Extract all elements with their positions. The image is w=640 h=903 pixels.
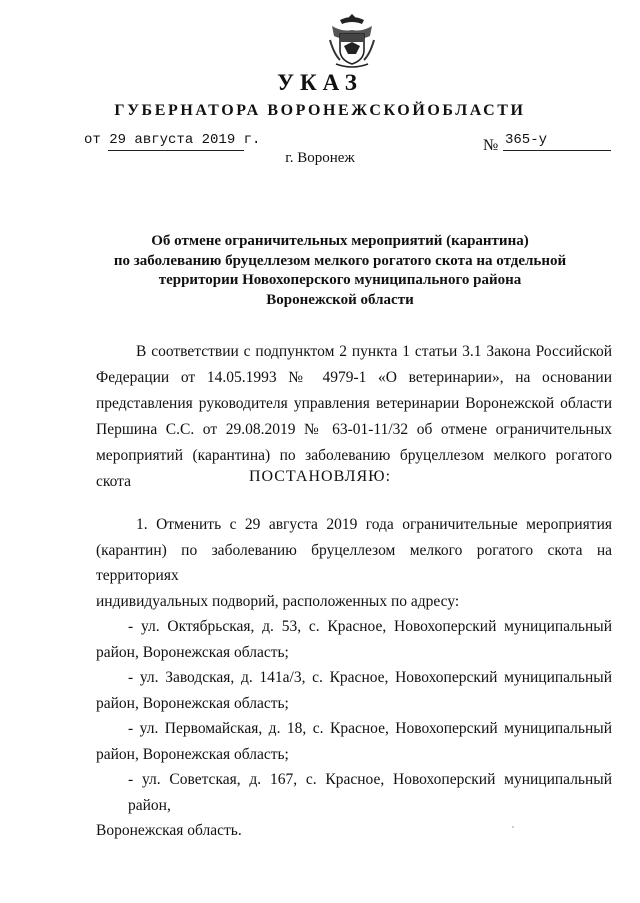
preamble-line: Федерации от 14.05.1993 № 4979-1 «О ветеринарии», на основании [96,369,612,386]
point-1 [96,512,612,844]
coat-of-arms-emblem [326,10,378,70]
decree-subject [100,232,580,310]
address-line: - ул. Первомайская, д. 18, с. Красное, Новохоперский муниципальный [128,720,612,737]
point-1-line: (карантин) по заболеванию бруцеллезом мелкого рогатого скота на территориях [96,541,612,584]
scan-speck [512,826,514,828]
address-line: - ул. Советская, д. 167, с. Красное, Новохоперский муниципальный район, [128,771,612,814]
preamble-line: мероприятий (карантина) по заболеванию бруцеллезом мелкого рогатого скота [96,447,612,490]
document-title: УКАЗ [277,70,363,95]
address-item [96,767,612,844]
preamble-line: представления руководителя управления ветеринарии Воронежской области [96,395,612,412]
point-1-line: 1. Отменить с 29 августа 2019 года ограничительные мероприятия [136,516,612,533]
city: г. Воронеж [285,150,355,166]
address-line: район, Воронежская область; [96,694,289,712]
number-sign: № [483,137,499,154]
address-line: район, Воронежская область; [96,745,289,763]
preamble-line: Першина С.С. от 29.08.2019 № 63-01-11/32 об отмене ограничительных [96,421,612,438]
address-line: Воронежская область. [96,822,242,839]
point-1-line: индивидуальных подворий, расположенных по адресу: [96,592,460,610]
address-line: - ул. Октябрьская, д. 53, с. Красное, Новохоперский муниципальный [128,618,612,635]
date-field [84,132,260,148]
preamble-line: В соответствии с подпунктом 2 пункта 1 статьи 3.1 Закона Российской [136,343,612,360]
date-value: 29 августа 2019 г. [109,132,261,148]
address-item [96,614,612,665]
decree-word: ПОСТАНОВЛЯЮ: [248,468,392,485]
subject-line: по заболеванию бруцеллезом мелкого рогатого скота на отдельной [113,252,567,269]
number-value: 365-у [505,132,548,148]
subject-line: Воронежской области [266,291,414,308]
address-item [96,716,612,767]
subject-line: территории Новохоперского муниципального района [158,272,522,288]
address-line: - ул. Заводская, д. 141а/3, с. Красное, Новохоперский муниципальный [128,669,612,686]
subject-line: Об отмене ограничительных мероприятий (карантина) [151,233,529,249]
date-prefix: от [84,132,101,148]
address-line: район, Воронежская область; [96,643,289,661]
address-item [96,665,612,716]
document-subtitle: ГУБЕРНАТОРА ВОРОНЕЖСКОЙОБЛАСТИ [114,102,526,119]
